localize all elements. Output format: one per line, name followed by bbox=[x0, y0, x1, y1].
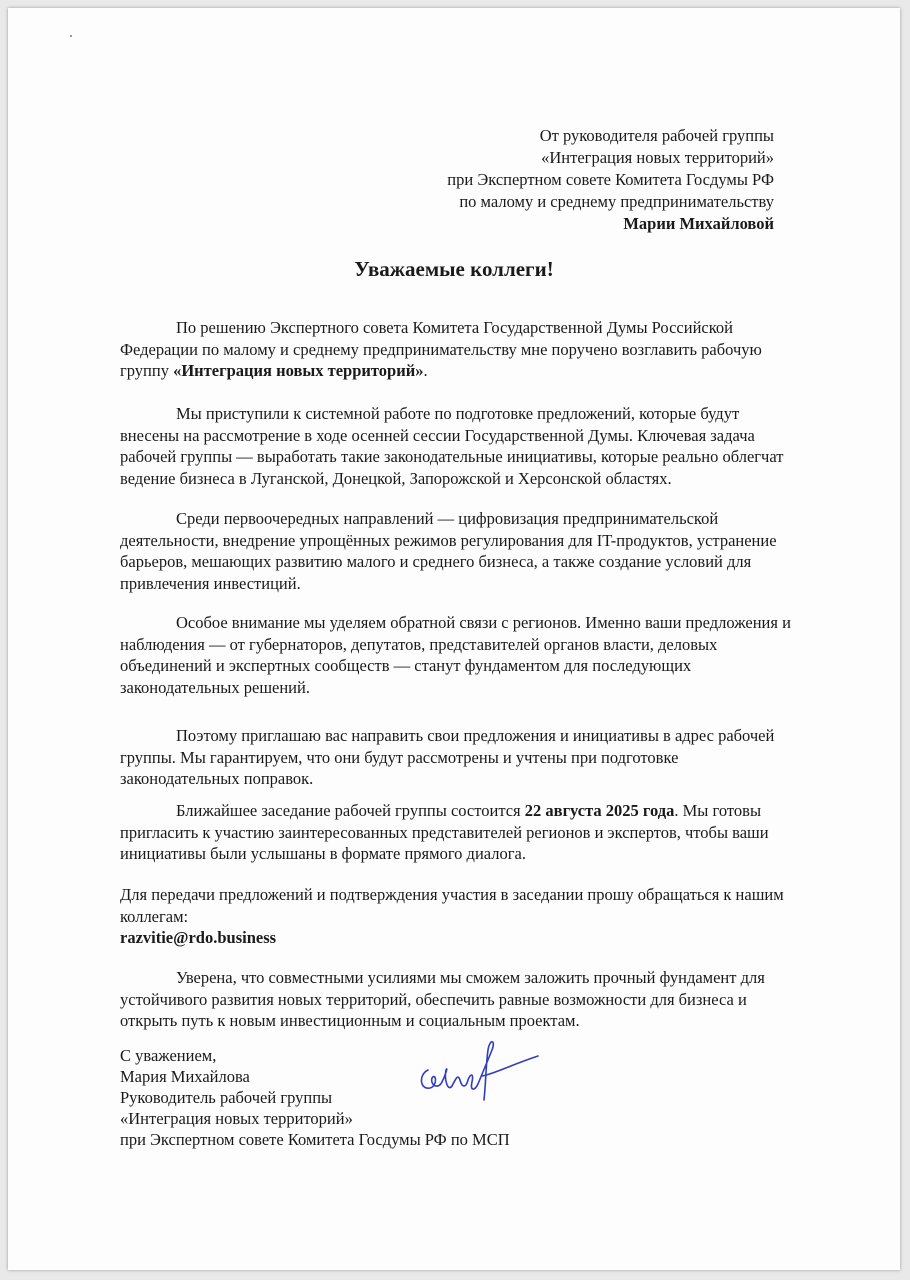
text: наблюдения — от губернаторов, депутатов, представителей органов власти, деловых bbox=[120, 634, 718, 654]
paragraph-line bbox=[120, 884, 784, 906]
text: деятельности, внедрение упрощённых режимов регулирования для IT-продуктов, устранение bbox=[120, 530, 777, 550]
contact-paragraph bbox=[120, 884, 784, 949]
paragraph-line bbox=[120, 843, 769, 865]
paragraph-line bbox=[120, 468, 783, 490]
body-paragraph bbox=[120, 403, 783, 489]
paragraph-line bbox=[120, 725, 774, 747]
text: По решению Экспертного совета Комитета Государственной Думы Российской bbox=[176, 318, 733, 337]
paragraph-line bbox=[120, 339, 762, 361]
text: группы. Мы гарантируем, что они будут рассмотрены и учтены при подготовке bbox=[120, 747, 679, 767]
paragraph-line bbox=[120, 446, 783, 468]
paragraph-line bbox=[120, 573, 777, 595]
body-paragraph bbox=[120, 800, 769, 865]
text: пригласить к участию заинтересованных представителей регионов и экспертов, чтобы ваши bbox=[120, 822, 769, 842]
text: Федерации по малому и среднему предпринимательству мне поручено возглавить рабочую bbox=[120, 339, 762, 359]
bold-text: 22 августа 2025 года bbox=[524, 801, 675, 820]
text: внесены на рассмотрение в ходе осенней сессии Государственной Думы. Ключевая задача bbox=[120, 425, 755, 445]
paragraph-line bbox=[120, 768, 774, 790]
bold-text: «Интеграция новых территорий» bbox=[173, 361, 424, 380]
paragraph-line bbox=[120, 360, 762, 382]
text: барьеров, мешающих развитию малого и среднего бизнеса, а также создание условий для bbox=[120, 552, 752, 571]
text: Для передачи предложений и подтверждения участия в заседании прошу обращаться к нашим bbox=[120, 885, 784, 904]
paragraph-line bbox=[120, 634, 791, 656]
text: Особое внимание мы уделяем обратной связи с регионов. Именно ваши предложения и bbox=[176, 613, 791, 632]
text: инициативы были услышаны в формате прямого диалога. bbox=[120, 844, 526, 863]
paragraph-line bbox=[120, 551, 777, 573]
document-page bbox=[8, 8, 900, 1270]
paragraph-line bbox=[120, 317, 762, 339]
text: объединений и экспертных сообществ — станут фундаментом для последующих bbox=[120, 656, 692, 675]
paragraph-line bbox=[120, 967, 765, 989]
paragraph-line bbox=[120, 747, 774, 769]
paragraph-line bbox=[120, 800, 769, 822]
paragraph-line bbox=[120, 425, 783, 447]
header-line: при Экспертном совете Комитета Госдумы РФ bbox=[447, 170, 774, 189]
letter-title: Уважаемые коллеги! bbox=[354, 257, 554, 281]
paragraph-line bbox=[120, 403, 783, 425]
text: Уверена, что совместными усилиями мы сможем заложить прочный фундамент для bbox=[176, 968, 765, 987]
paragraph-line bbox=[120, 822, 769, 844]
text: открыть путь к новым инвестиционным и социальным проектам. bbox=[120, 1011, 580, 1030]
paragraph-line bbox=[120, 1010, 765, 1032]
paragraph-line bbox=[120, 508, 777, 530]
paragraph-line bbox=[120, 989, 765, 1011]
body-paragraph bbox=[120, 612, 791, 698]
header-line: От руководителя рабочей группы bbox=[539, 126, 774, 145]
text: . Мы готовы bbox=[674, 801, 762, 820]
header-author: Марии Михайловой bbox=[623, 214, 774, 233]
scan-speck bbox=[70, 35, 72, 37]
text: устойчивого развития новых территорий, обеспечить равные возможности для бизнеса и bbox=[120, 989, 747, 1009]
text: Поэтому приглашаю вас направить свои предложения и инициативы в адрес рабочей bbox=[176, 726, 775, 745]
signoff-position: Руководитель рабочей группы bbox=[120, 1088, 333, 1107]
text: ведение бизнеса в Луганской, Донецкой, Запорожской и Херсонской областях. bbox=[120, 468, 672, 488]
text: законодательных поправок. bbox=[120, 769, 314, 788]
body-paragraph bbox=[120, 725, 774, 790]
text: коллегам: bbox=[120, 906, 189, 926]
signoff-line: С уважением, bbox=[120, 1046, 217, 1065]
text: . bbox=[423, 361, 428, 380]
text: законодательных решений. bbox=[120, 677, 310, 697]
contact-email-link[interactable]: razvitie@rdo.business bbox=[120, 928, 277, 947]
text: группу bbox=[120, 361, 174, 380]
signoff-group: «Интеграция новых территорий» bbox=[120, 1109, 353, 1128]
letter-header bbox=[447, 125, 774, 235]
paragraph-line bbox=[120, 906, 784, 928]
paragraph-line bbox=[120, 677, 791, 699]
header-line: по малому и среднему предпринимательству bbox=[459, 192, 774, 211]
header-line: «Интеграция новых территорий» bbox=[541, 148, 774, 167]
text: Среди первоочередных направлений — цифровизация предпринимательской bbox=[176, 509, 719, 528]
signoff-council: при Экспертном совете Комитета Госдумы РФ по МСП bbox=[120, 1130, 510, 1149]
text: Ближайшее заседание рабочей группы состоится bbox=[176, 801, 525, 820]
paragraph-line bbox=[120, 530, 777, 552]
handwritten-signature bbox=[408, 1030, 548, 1110]
body-paragraph bbox=[120, 967, 765, 1032]
text: рабочей группы — выработать такие законодательные инициативы, которые реально облегчат bbox=[120, 447, 784, 466]
body-paragraph bbox=[120, 317, 762, 382]
paragraph-line bbox=[120, 927, 784, 949]
text: привлечения инвестиций. bbox=[120, 573, 301, 593]
paragraph-line bbox=[120, 612, 791, 634]
body-paragraph bbox=[120, 508, 777, 594]
signoff-name: Мария Михайлова bbox=[120, 1067, 250, 1086]
text: Мы приступили к системной работе по подготовке предложений, которые будут bbox=[176, 404, 740, 423]
paragraph-line bbox=[120, 655, 791, 677]
